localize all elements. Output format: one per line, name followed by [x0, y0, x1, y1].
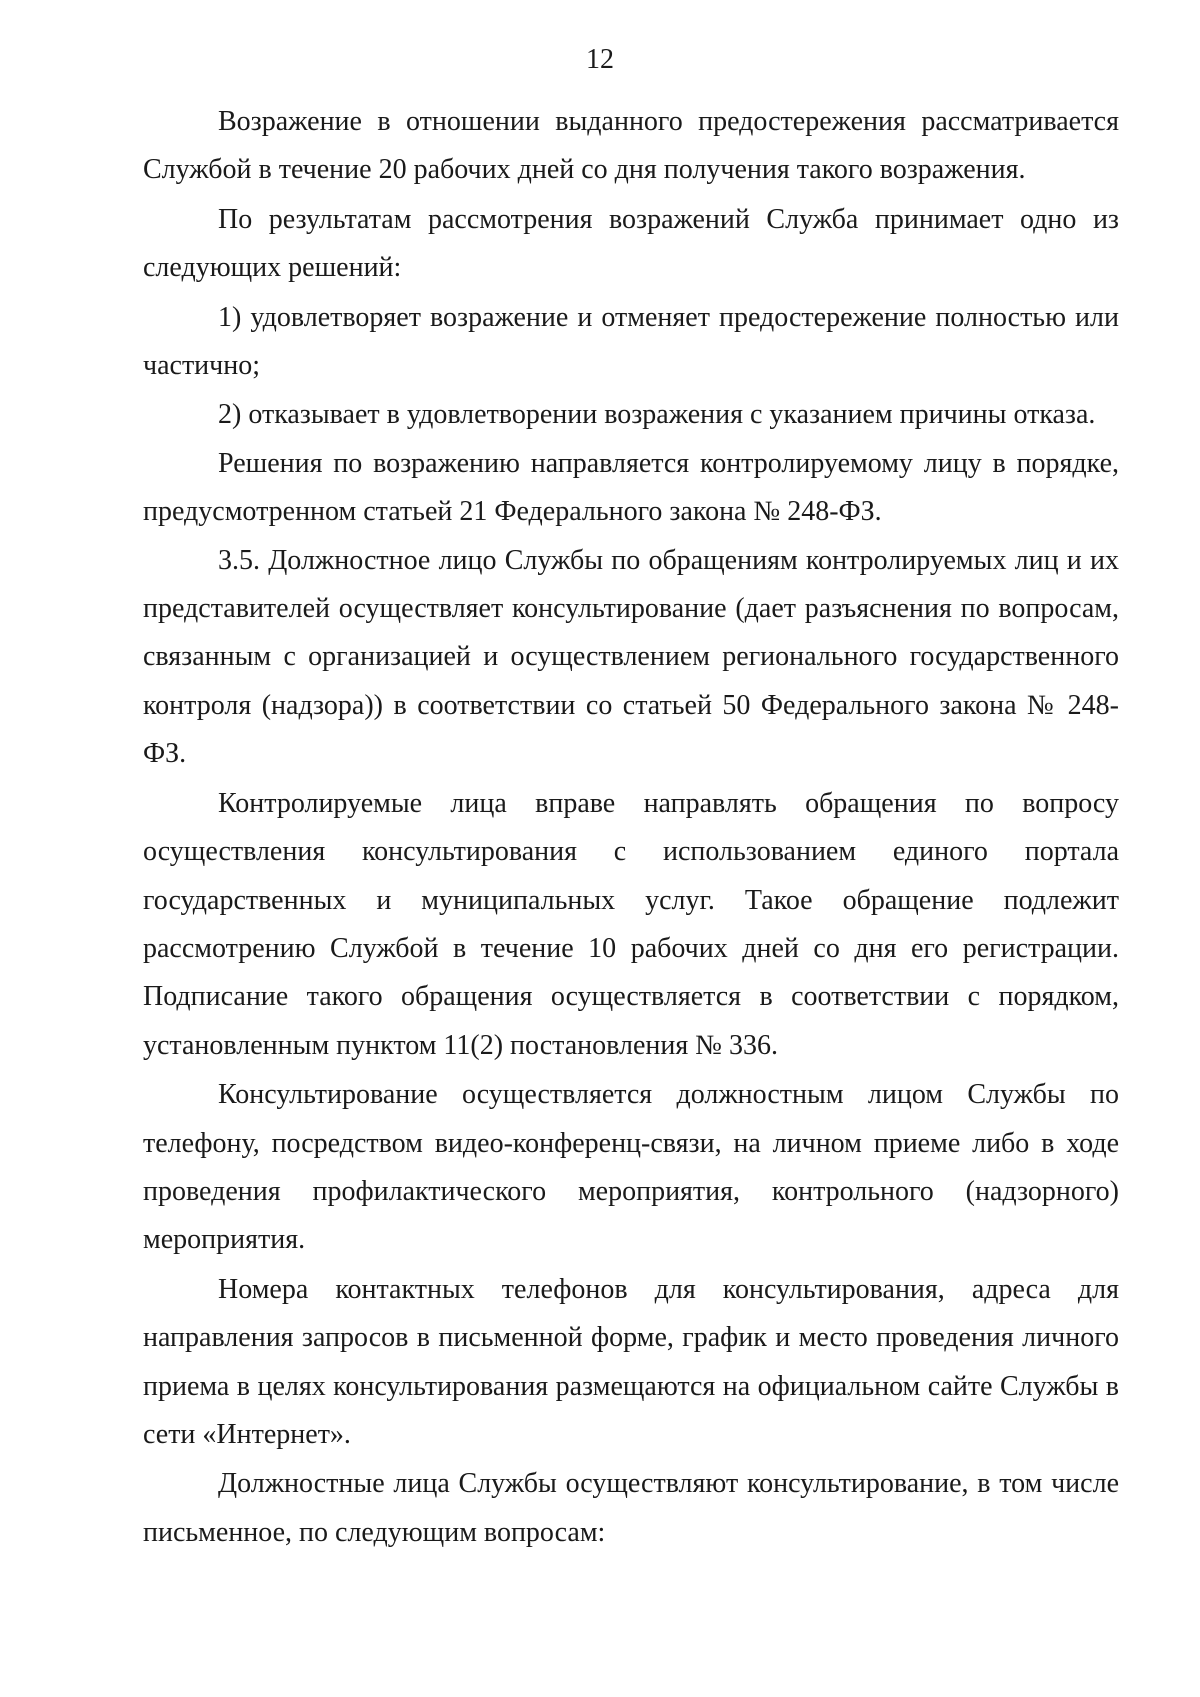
- paragraph-decision-2: 2) отказывает в удовлетворении возражения с указанием причины отказа.: [218, 399, 1096, 431]
- paragraph-contact-info: Номера контактных телефонов для консультирования, адреса для направления запросов в письменной форме, график и место проведения личного приема в целях консультирования размещаются на официальном сайте Службы в сети «Интернет».: [143, 1273, 1119, 1450]
- paragraph-consulting-topics: Должностные лица Службы осуществляют консультирование, в том числе письменное, по следующим вопросам:: [143, 1468, 1119, 1548]
- page-number: 12: [586, 44, 614, 75]
- paragraph-3-5-consulting: 3.5. Должностное лицо Службы по обращениям контролируемых лиц и их представителей осуществляет консультирование (дает разъяснения по вопросам, связанным с организацией и осуществлением регионального государственного контроля (надзора)) в соответствии со статьей 50 Федерального закона № 248-ФЗ.: [143, 544, 1119, 770]
- document-body: [143, 98, 1119, 1557]
- paragraph-portal-requests: Контролируемые лица вправе направлять обращения по вопросу осуществления консультирования с использованием единого портала государственных и муниципальных услуг. Такое обращение подлежит рассмотрению Службой в течение 10 рабочих дней со дня его регистрации. Подписание такого обращения осуществляется в соответствии с порядком, установленным пунктом 11(2) постановления № 336.: [143, 787, 1119, 1061]
- paragraph-objection-review-term: Возражение в отношении выданного предостережения рассматривается Службой в течение 20 рабочих дней со дня получения такого возражения.: [143, 106, 1119, 186]
- paragraph-review-results: По результатам рассмотрения возражений Служба принимает одно из следующих решений:: [143, 203, 1119, 284]
- paragraph-decision-1: 1) удовлетворяет возражение и отменяет предостережение полностью или частично;: [143, 301, 1119, 382]
- paragraph-consulting-methods: Консультирование осуществляется должностным лицом Службы по телефону, посредством видео-конференц-связи, на личном приеме либо в ходе проведения профилактического мероприятия, контрольного (надзорного) мероприятия.: [143, 1079, 1119, 1256]
- paragraph-decision-delivery: Решения по возражению направляется контролируемому лицу в порядке, предусмотренном статьей 21 Федерального закона № 248-ФЗ.: [143, 447, 1119, 528]
